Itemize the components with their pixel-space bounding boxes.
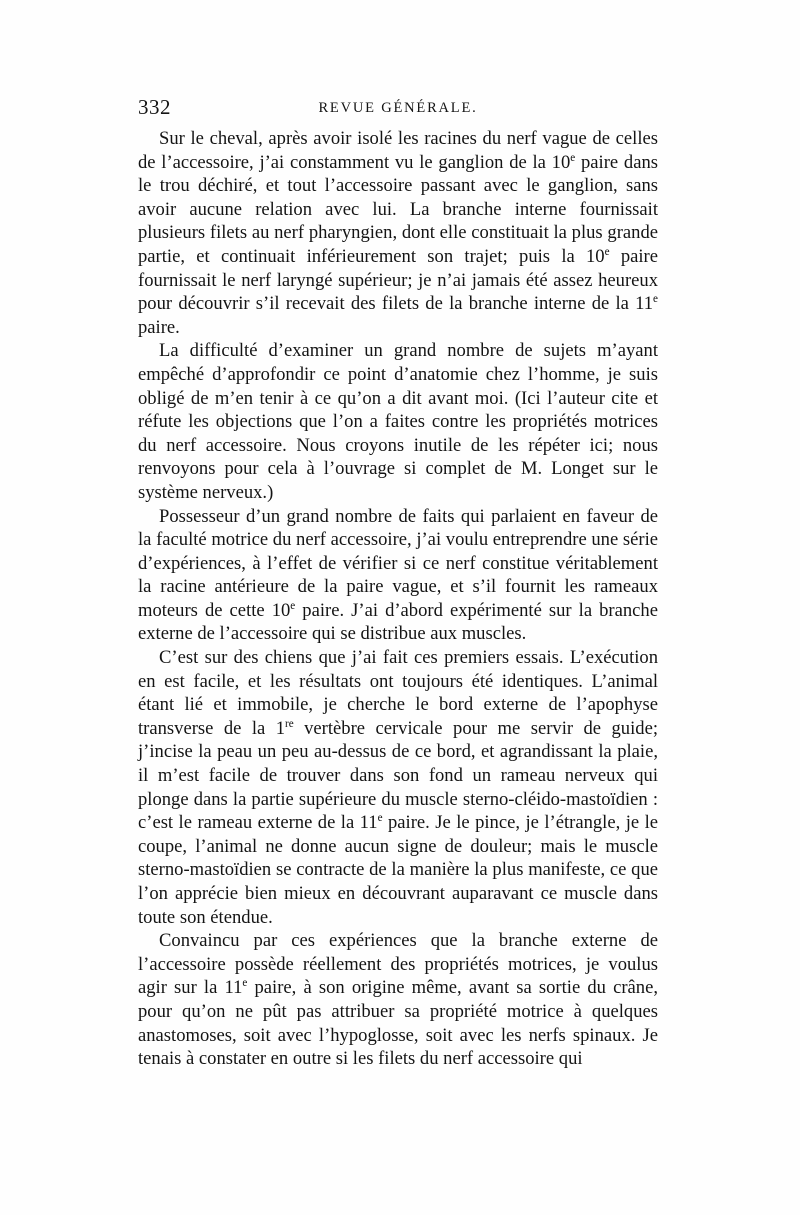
text-run: vertèbre cervicale pour me servir de guide; j’incise la peau un peu au-dessus de ce bord, et agrandissant la plaie, il m’est facile de trouver dans son fond un rameau nerveux qui plonge dans la partie supérieure du muscle sterno-cléido-mastoïdien : c’est le rameau externe de la 11	[138, 717, 658, 834]
superscript: e	[290, 599, 296, 612]
paragraph-2: La difficulté d’examiner un grand nombre de sujets m’ayant empêché d’approfondir ce point d’anatomie chez l’homme, je suis obligé de m’en tenir à ce qu’on a dit avant moi. (Ici l’auteur cite et réfute les objections que l’on a faites contre les propriétés motrices du nerf accessoire. Nous croyons inutile de les répéter ici; nous renvoyons pour cela à l’ouvrage si complet de M. Longet sur le système nerveux.)	[138, 340, 658, 503]
text-run: Convaincu par ces expériences que la branche externe de l’accessoire possède réellement des propriétés motrices, je voulus agir sur la 11	[138, 930, 658, 999]
text-run: C’est sur des chiens que j’ai fait ces premiers essais. L’exécution en est facile, et les résultats ont toujours été identiques. L’animal étant lié et immobile, je cherche le bord externe de l’apophyse transverse de la 1	[138, 647, 658, 739]
superscript: e	[604, 245, 610, 258]
paragraph-4	[138, 646, 658, 929]
page-header	[138, 95, 658, 125]
text-run: paire dans le trou déchiré, et tout l’accessoire passant avec le ganglion, sans avoir aucune relation avec lui. La branche interne fournissait plusieurs filets au nerf pharyngien, dont elle constituait la plus grande partie, et continuait inférieurement son trajet; puis la 10	[138, 151, 658, 267]
text-run: paire, à son origine même, avant sa sortie du crâne, pour qu’on ne pût pas attribuer sa propriété motrice à quelques anastomoses, soit avec l’hypoglosse, soit avec les nerfs spinaux. Je tenais à constater en outre si les filets du nerf accessoire qui	[138, 977, 658, 1070]
text-run: paire. J’ai d’abord expérimenté sur la branche externe de l’accessoire qui se distribue aux muscles.	[138, 599, 658, 645]
paragraph-3	[138, 505, 658, 647]
superscript: re	[285, 717, 294, 730]
superscript: e	[242, 977, 248, 990]
paragraph-1	[138, 127, 658, 339]
superscript: e	[653, 292, 658, 305]
text-run: paire.	[138, 316, 180, 338]
text-run: paire fournissait le nerf laryngé supérieur; je n’ai jamais été assez heureux pour découvrir s’il recevait des filets de la branche interne de la 11	[138, 245, 658, 315]
running-title: REVUE GÉNÉRALE.	[318, 100, 478, 116]
page-number: 332	[138, 95, 171, 119]
superscript: e	[377, 811, 383, 824]
book-page	[138, 95, 658, 1071]
text-run: Sur le cheval, après avoir isolé les racines du nerf vague de celles de l’accessoire, j’ai constamment vu le ganglion de la 10	[138, 128, 658, 173]
text-run: paire. Je le pince, je l’étrangle, je le coupe, l’animal ne donne aucun signe de douleur; mais le muscle sterno-mastoïdien se contracte de la manière la plus manifeste, ce que l’on apprécie bien mieux en découvrant auparavant ce muscle dans toute son étendue.	[138, 812, 658, 928]
paragraph-5	[138, 929, 658, 1071]
text-run: Possesseur d’un grand nombre de faits qui parlaient en faveur de la faculté motrice du nerf accessoire, j’ai voulu entreprendre une série d’expériences, à l’effet de vérifier si ce nerf constitue véritablement la racine antérieure de la paire vague, et s’il fournit les rameaux moteurs de cette 10	[138, 505, 658, 621]
superscript: e	[570, 151, 576, 164]
body-text	[138, 127, 658, 1071]
